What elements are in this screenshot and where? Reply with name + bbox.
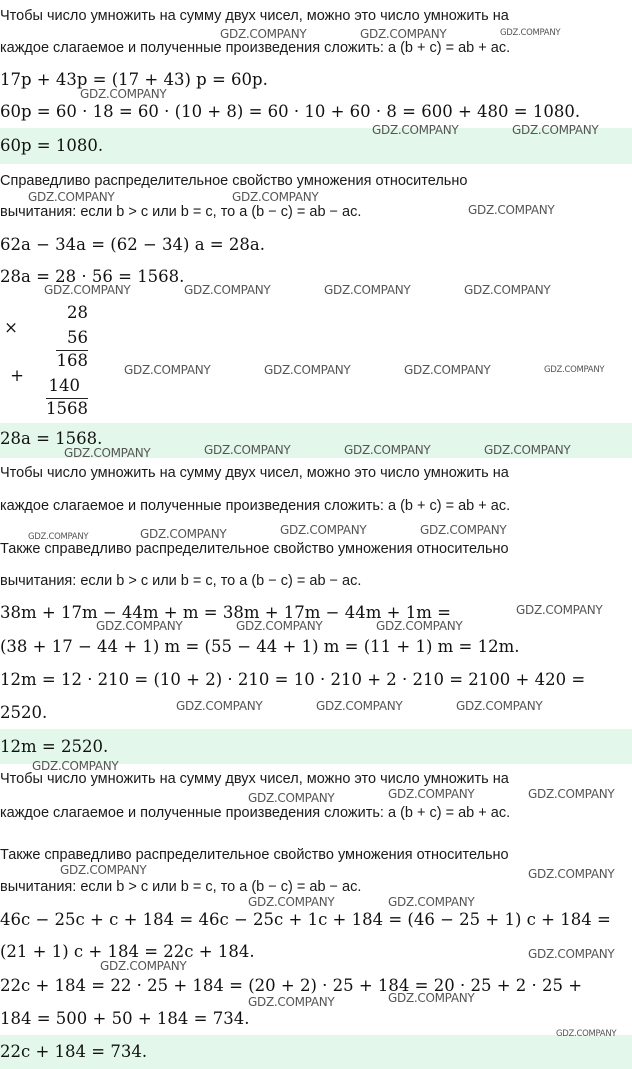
watermark: GDZ.COMPANY — [96, 619, 183, 633]
watermark: GDZ.COMPANY — [176, 699, 263, 713]
watermark: GDZ.COMPANY — [544, 365, 605, 375]
watermark: GDZ.COMPANY — [344, 443, 431, 457]
multiplicand: 28 — [67, 303, 88, 322]
equation-line: (21 + 1) c + 184 = 22c + 184. — [0, 942, 255, 961]
rule-text: каждое слагаемое и полученные произведения сложить: a (b + c) = ab + ac. — [0, 498, 511, 514]
rule-text: Также справедливо распределительное свойство умножения относительно — [0, 847, 509, 863]
watermark: GDZ.COMPANY — [420, 523, 507, 537]
rule-text: вычитания: если b > c или b = c, то a (b − c) = ab − ac. — [0, 573, 362, 589]
rule-text: вычитания: если b > c или b = c, то a (b − c) = ab − ac. — [0, 879, 362, 895]
equation-line: 62a − 34a = (62 − 34) a = 28a. — [0, 235, 265, 254]
watermark: GDZ.COMPANY — [100, 959, 187, 973]
rule-text: Чтобы число умножить на сумму двух чисел, можно это число умножить на — [0, 8, 509, 24]
equation-line: 184 = 500 + 50 + 184 = 734. — [0, 1009, 250, 1028]
watermark: GDZ.COMPANY — [528, 787, 615, 801]
watermark: GDZ.COMPANY — [512, 123, 599, 137]
watermark: GDZ.COMPANY — [280, 523, 367, 537]
watermark: GDZ.COMPANY — [316, 699, 403, 713]
partial-product: 168 — [56, 351, 88, 370]
watermark: GDZ.COMPANY — [484, 443, 571, 457]
watermark: GDZ.COMPANY — [28, 532, 89, 542]
watermark: GDZ.COMPANY — [388, 895, 475, 909]
rule-text: Также справедливо распределительное свойство умножения относительно — [0, 541, 509, 557]
answer-line: 28a = 1568. — [0, 429, 103, 448]
rule-text: Чтобы число умножить на сумму двух чисел, можно это число умножить на — [0, 465, 509, 481]
equation-line: 46c − 25c + c + 184 = 46c − 25c + 1c + 184 = (46 − 25 + 1) c + 184 = — [0, 910, 611, 929]
watermark: GDZ.COMPANY — [248, 895, 335, 909]
watermark: GDZ.COMPANY — [388, 787, 475, 801]
equation-line: 28a = 28 · 56 = 1568. — [0, 267, 185, 286]
multiplier: 56 — [67, 328, 88, 347]
equation-line: 22c + 184 = 22 · 25 + 184 = (20 + 2) · 25 + 184 = 20 · 25 + 2 · 25 + — [0, 976, 583, 995]
watermark: GDZ.COMPANY — [464, 283, 551, 297]
watermark: GDZ.COMPANY — [140, 527, 227, 541]
watermark: GDZ.COMPANY — [80, 87, 167, 101]
watermark: GDZ.COMPANY — [528, 867, 615, 881]
watermark: GDZ.COMPANY — [516, 603, 603, 617]
watermark: GDZ.COMPANY — [248, 791, 335, 805]
watermark: GDZ.COMPANY — [124, 363, 211, 377]
times-sign: × — [4, 318, 18, 337]
watermark: GDZ.COMPANY — [468, 203, 555, 217]
watermark: GDZ.COMPANY — [248, 995, 335, 1009]
rule-text: Чтобы число умножить на сумму двух чисел, можно это число умножить на — [0, 771, 509, 787]
equation-line: 38m + 17m − 44m + m = 38m + 17m − 44m + 1m = — [0, 603, 451, 622]
rule-text: Справедливо распределительное свойство умножения относительно — [0, 173, 468, 189]
equation-line: 60p = 60 · 18 = 60 · (10 + 8) = 60 · 10 + 60 · 8 = 600 + 480 = 1080. — [0, 102, 581, 121]
equation-line: (38 + 17 − 44 + 1) m = (55 − 44 + 1) m = (11 + 1) m = 12m. — [0, 637, 520, 656]
multiplication-result: 1568 — [46, 399, 88, 418]
equation-line: 17p + 43p = (17 + 43) p = 60p. — [0, 70, 268, 89]
watermark: GDZ.COMPANY — [456, 699, 543, 713]
answer-line: 60p = 1080. — [0, 136, 104, 155]
watermark: GDZ.COMPANY — [232, 190, 319, 204]
watermark: GDZ.COMPANY — [64, 446, 151, 460]
watermark: GDZ.COMPANY — [236, 619, 323, 633]
watermark: GDZ.COMPANY — [372, 123, 459, 137]
plus-sign: + — [10, 366, 24, 385]
watermark: GDZ.COMPANY — [324, 283, 411, 297]
watermark: GDZ.COMPANY — [404, 363, 491, 377]
watermark: GDZ.COMPANY — [264, 363, 351, 377]
partial-product: 140 — [48, 376, 80, 395]
watermark: GDZ.COMPANY — [360, 27, 447, 41]
watermark: GDZ.COMPANY — [388, 991, 475, 1005]
equation-line: 2520. — [0, 703, 48, 722]
watermark: GDZ.COMPANY — [528, 947, 615, 961]
watermark: GDZ.COMPANY — [220, 27, 307, 41]
rule-text: вычитания: если b > c или b = c, то a (b − c) = ab − ac. — [0, 204, 362, 220]
watermark: GDZ.COMPANY — [28, 190, 115, 204]
watermark: GDZ.COMPANY — [376, 619, 463, 633]
watermark: GDZ.COMPANY — [32, 759, 119, 773]
watermark: GDZ.COMPANY — [556, 1029, 617, 1039]
watermark: GDZ.COMPANY — [184, 283, 271, 297]
answer-line: 22c + 184 = 734. — [0, 1042, 148, 1061]
rule-text: каждое слагаемое и полученные произведения сложить: a (b + c) = ab + ac. — [0, 805, 511, 821]
watermark: GDZ.COMPANY — [60, 863, 147, 877]
equation-line: 12m = 12 · 210 = (10 + 2) · 210 = 10 · 210 + 2 · 210 = 2100 + 420 = — [0, 670, 586, 689]
rule-text: каждое слагаемое и полученные произведения сложить: a (b + c) = ab + ac. — [0, 40, 511, 56]
watermark: GDZ.COMPANY — [44, 283, 131, 297]
watermark: GDZ.COMPANY — [204, 443, 291, 457]
answer-line: 12m = 2520. — [0, 737, 109, 756]
watermark: GDZ.COMPANY — [500, 28, 561, 38]
